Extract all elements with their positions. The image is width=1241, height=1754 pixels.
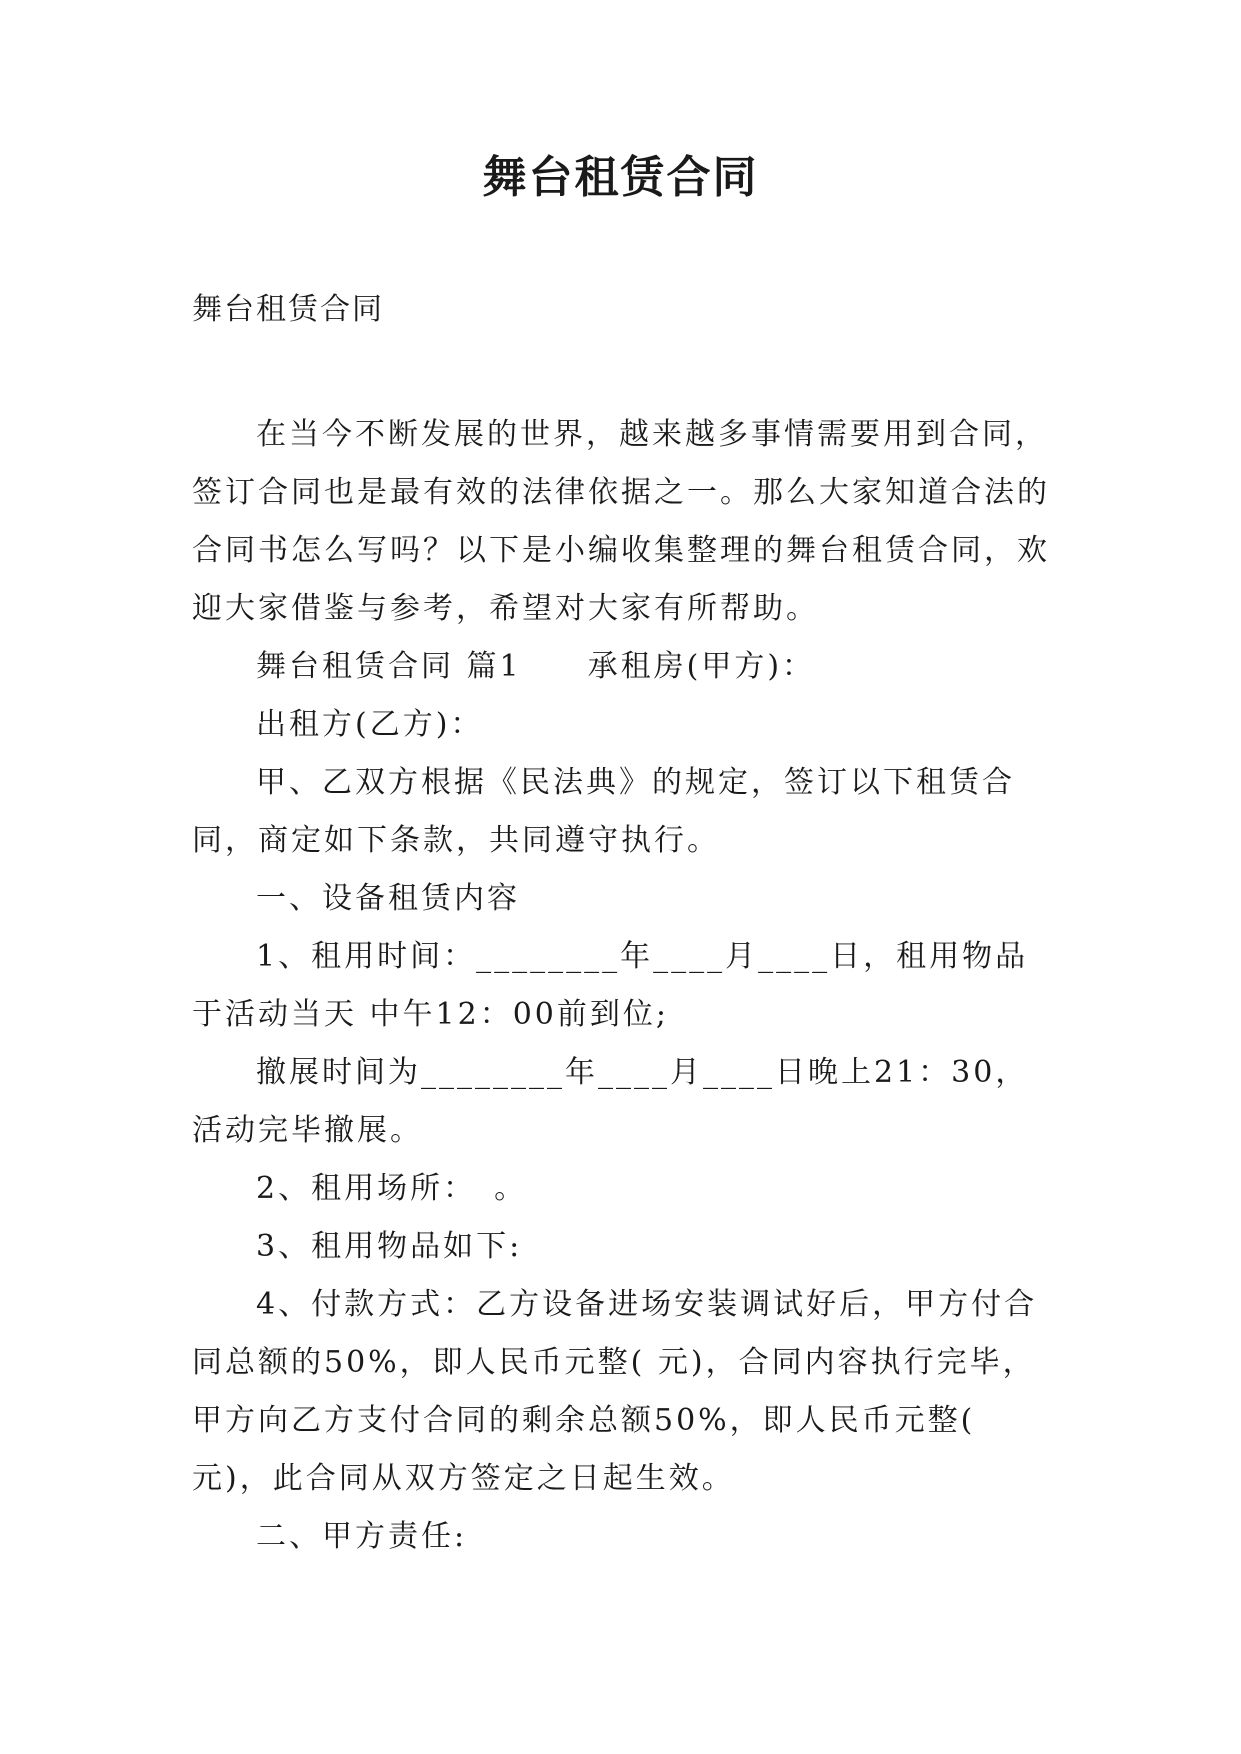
document-subtitle: 舞台租赁合同 xyxy=(192,292,384,327)
document-title: 舞台租赁合同 xyxy=(482,152,759,203)
paragraph: 撤展时间为________年____月____日晚上21：30，活动完毕撤展。 xyxy=(192,1055,1029,1148)
paragraph: 出租方(乙方)： xyxy=(256,707,484,742)
paragraph: 3、租用物品如下: xyxy=(256,1229,523,1264)
document-body xyxy=(192,406,1052,1566)
section-heading: 一、设备租赁内容 xyxy=(256,881,520,916)
paragraph: 甲、乙双方根据《民法典》的规定，签订以下租赁合同，商定如下条款，共同遵守执行。 xyxy=(192,765,1015,858)
paragraph: 在当今不断发展的世界，越来越多事情需要用到合同，签订合同也是最有效的法律依据之一。那么大家知道合法的合同书怎么写吗？以下是小编收集整理的舞台租赁合同，欢迎大家借鉴与参考，希望对大家有所帮助。 xyxy=(192,417,1050,626)
paragraph: 1、租用时间：________年____月____日，租用物品于活动当天 中午12：00前到位; xyxy=(192,939,1029,1032)
paragraph: 2、租用场所： 。 xyxy=(256,1171,528,1206)
section-heading: 二、甲方责任: xyxy=(256,1519,468,1554)
paragraph: 舞台租赁合同 篇1 承租房(甲方)： xyxy=(256,649,816,684)
paragraph: 4、付款方式：乙方设备进场安装调试好后，甲方付合同总额的50%，即人民币元整( 元)，合同内容执行完毕，甲方向乙方支付合同的剩余总额50%，即人民币元整( 元)，此合同从双方签定之日起生效。 xyxy=(192,1287,1038,1496)
